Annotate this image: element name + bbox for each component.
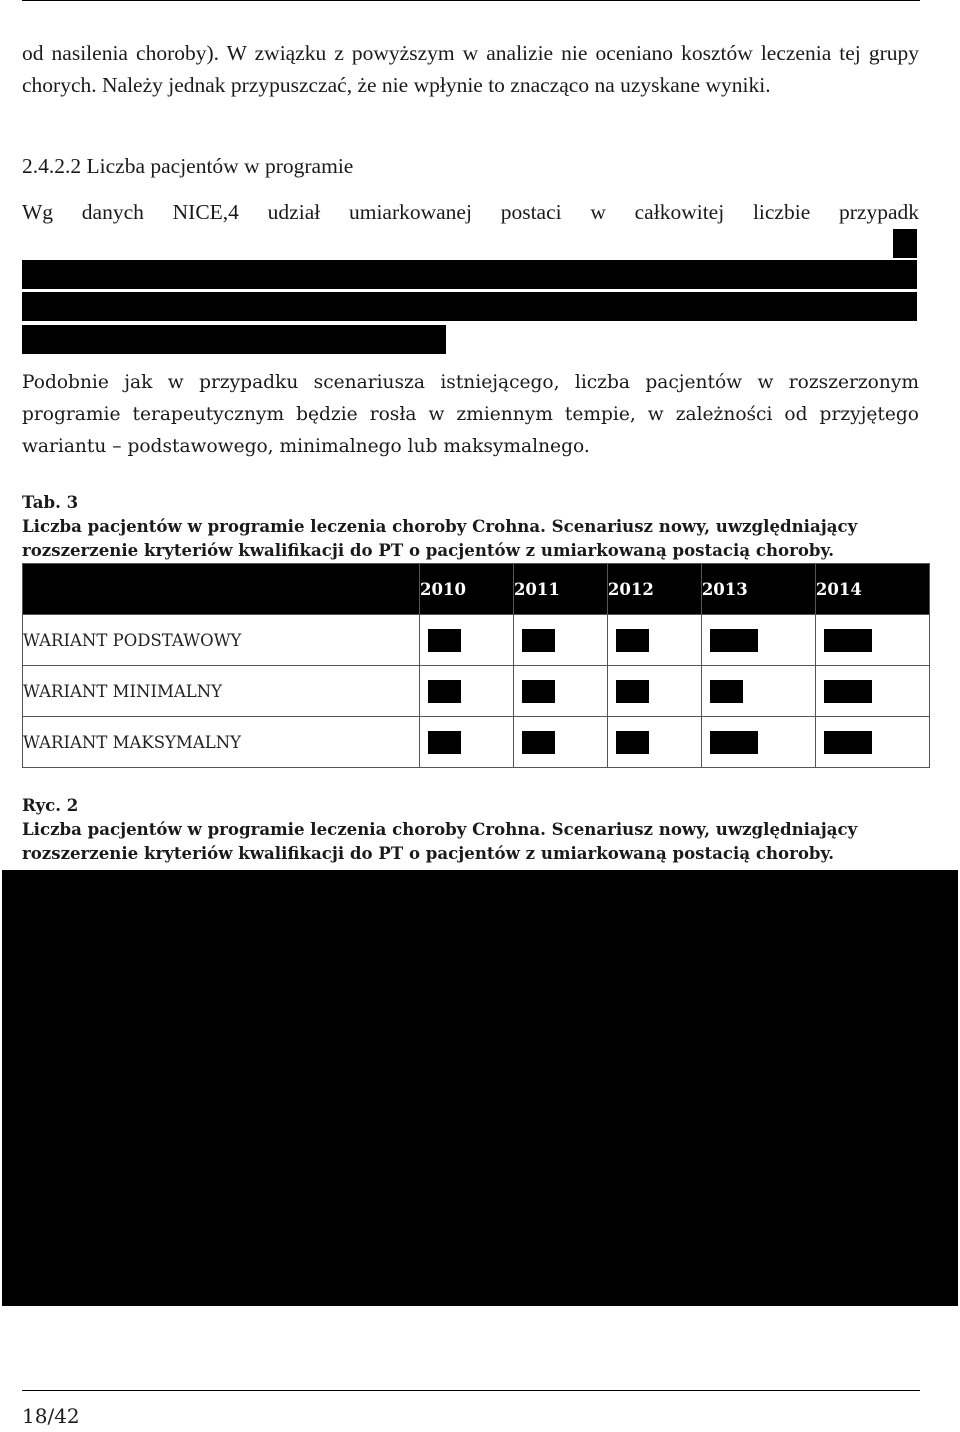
redacted-cell [513,615,607,666]
redacted-cell [815,666,929,717]
year-header: 2011 [513,564,607,615]
redacted-cell [607,666,701,717]
figure-caption-text: Liczba pacjentów w programie leczenia choroby Crohna. Scenariusz nowy, uwzględniający rozszerzenie kryteriów kwalifikacji do PT o pacjentów z umiarkowaną postacią choroby. [22,819,858,863]
scenario-paragraph: Podobnie jak w przypadku scenariusza istniejącego, liczba pacjentów w rozszerzonym programie terapeutycznym będzie rosła w zmiennym tempie, w zależności od przyjętego wariantu – podstawowego, minimalnego lub maksymalnego. [22,372,919,457]
redacted-cell [420,615,514,666]
continuation-paragraph: od nasilenia choroby). W związku z powyższym w analizie nie oceniano kosztów leczenia tej grupy chorych. Należy jednak przypuszczać, że nie wpłynie to znacząco na uzyskane wyniki. [22,41,919,97]
redacted-figure [2,870,958,1306]
table-header-corner [23,564,420,615]
redaction-line [22,325,446,354]
redacted-cell [513,666,607,717]
patients-table [22,563,930,768]
year-header: 2014 [815,564,929,615]
redacted-cell [607,615,701,666]
year-header: 2013 [701,564,815,615]
redacted-cell [701,666,815,717]
table-caption [22,490,922,562]
redacted-cell [815,615,929,666]
table-header-row [23,564,930,615]
row-label: WARIANT MINIMALNY [23,666,420,717]
redacted-cell [701,717,815,768]
figure-caption-label: Ryc. 2 [22,795,79,815]
section-heading: 2.4.2.2 Liczba pacjentów w programie [22,154,354,178]
row-label: WARIANT MAKSYMALNY [23,717,420,768]
nice-paragraph: Wg danych NICE,4 udział umiarkowanej postaci w całkowitej liczbie przypadk [22,200,919,224]
redacted-cell [607,717,701,768]
redacted-cell [420,666,514,717]
table-row [23,717,930,768]
redacted-cell [420,717,514,768]
table-caption-text: Liczba pacjentów w programie leczenia choroby Crohna. Scenariusz nowy, uwzględniający rozszerzenie kryteriów kwalifikacji do PT o pacjentów z umiarkowaną postacią choroby. [22,516,858,560]
figure-caption [22,793,922,865]
page-number: 18/42 [22,1404,80,1428]
redacted-cell [701,615,815,666]
footer-rule [22,1390,920,1391]
table-caption-label: Tab. 3 [22,492,79,512]
year-header: 2012 [607,564,701,615]
redacted-cell [815,717,929,768]
row-label: WARIANT PODSTAWOWY [23,615,420,666]
table-row [23,666,930,717]
redaction-line [22,292,917,321]
redaction-block [893,229,917,258]
redaction-line [22,260,917,289]
redacted-cell [513,717,607,768]
table-row [23,615,930,666]
year-header: 2010 [420,564,514,615]
top-rule [22,0,920,1]
